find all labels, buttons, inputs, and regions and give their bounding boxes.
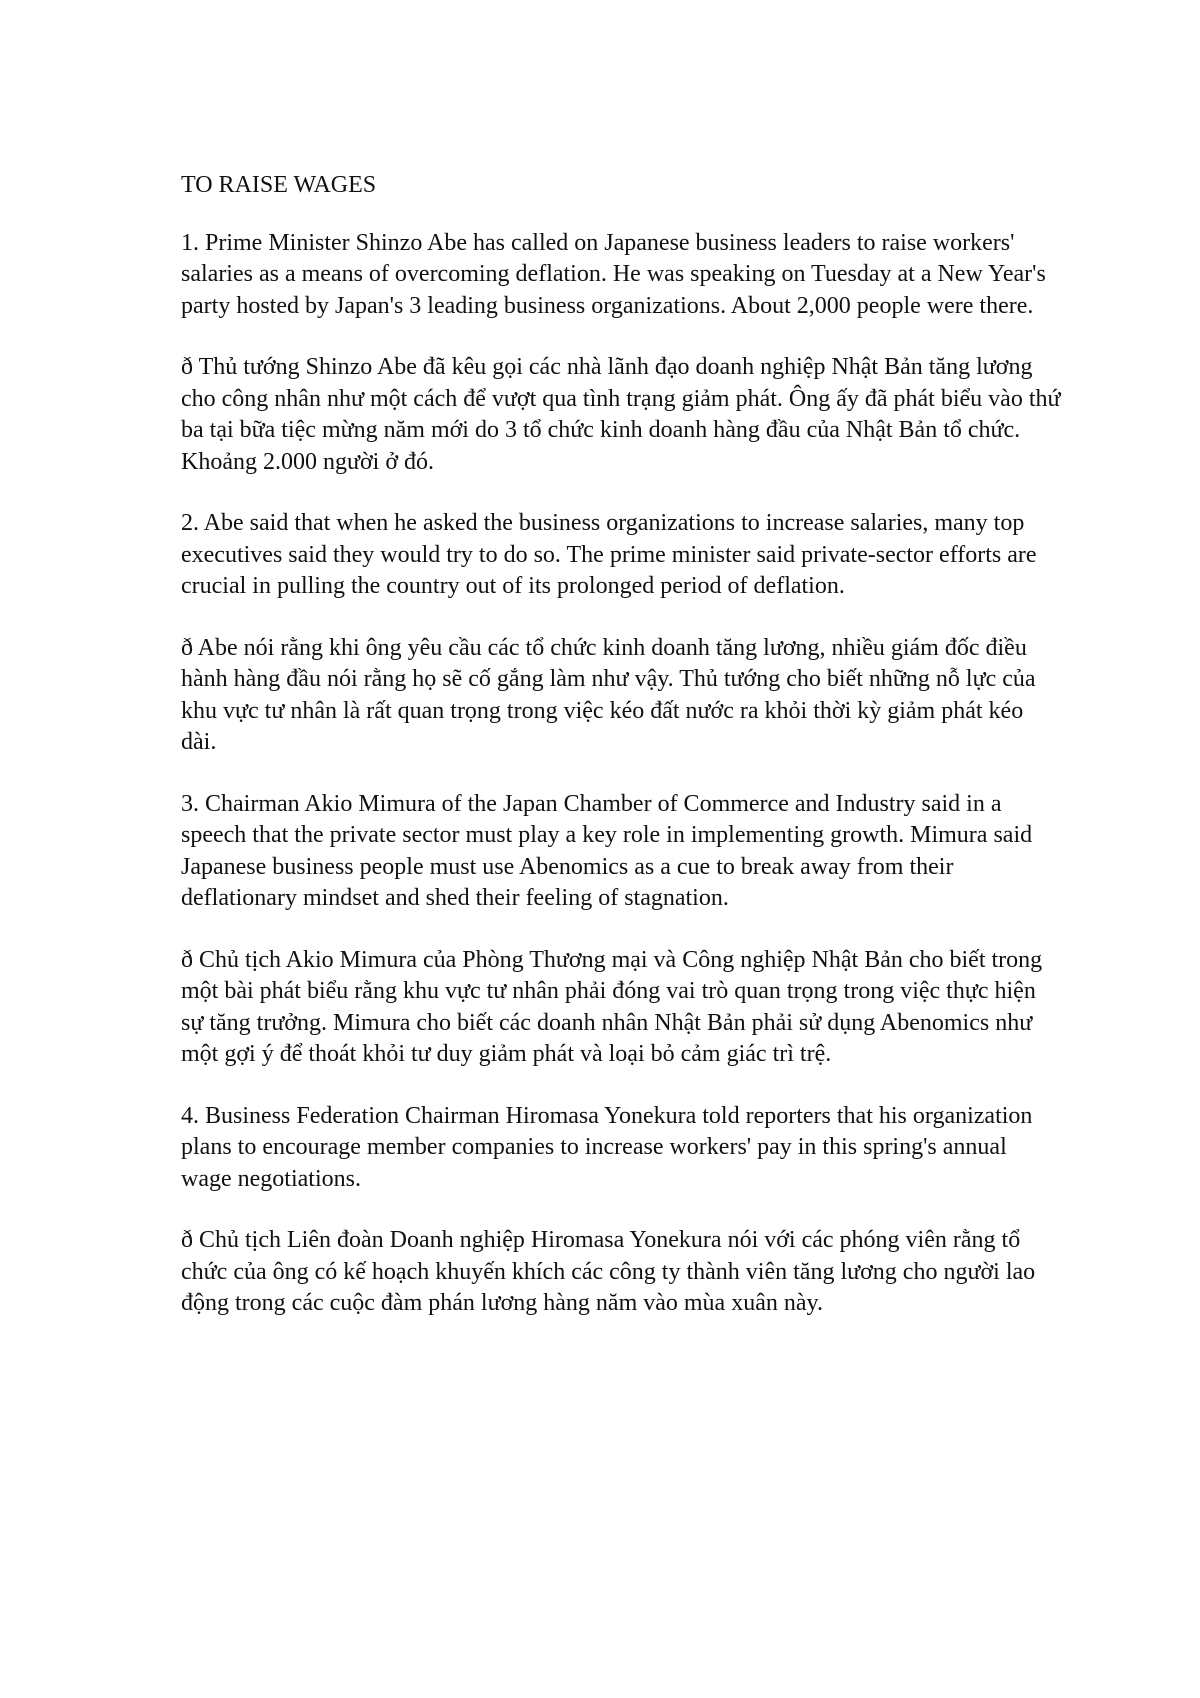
- paragraph-3-vietnamese: ð Chủ tịch Akio Mimura của Phòng Thương mại và Công nghiệp Nhật Bản cho biết trong một bài phát biểu rằng khu vực tư nhân phải đóng vai trò quan trọng trong việc thực hiện sự tăng trưởng. Mimura cho biết các doanh nhân Nhật Bản phải sử dụng Abenomics như một gợi ý để thoát khỏi tư duy giảm phát và loại bỏ cảm giác trì trệ.: [181, 946, 1043, 1067]
- paragraph-4-vietnamese: ð Chủ tịch Liên đoàn Doanh nghiệp Hiromasa Yonekura nói với các phóng viên rằng tổ chức của ông có kế hoạch khuyến khích các công ty thành viên tăng lương cho người lao động trong các cuộc đàm phán lương hàng năm vào mùa xuân này.: [181, 1227, 1036, 1316]
- paragraph-4-english: 4. Business Federation Chairman Hiromasa Yonekura told reporters that his organization plans to encourage member companies to increase workers' pay in this spring's annual wage negotiations.: [181, 1102, 1033, 1192]
- paragraph-2-english: 2. Abe said that when he asked the business organizations to increase salaries, many top executives said they would try to do so. The prime minister said private-sector efforts are crucial in pulling the country out of its prolonged period of deflation.: [181, 510, 1037, 599]
- paragraph-3-english: 3. Chairman Akio Mimura of the Japan Chamber of Commerce and Industry said in a speech that the private sector must play a key role in implementing growth. Mimura said Japanese business people must use Abenomics as a cue to break away from their deflationary mindset and shed their feeling of stagnation.: [181, 790, 1033, 911]
- paragraph-2-vietnamese: ð Abe nói rằng khi ông yêu cầu các tổ chức kinh doanh tăng lương, nhiều giám đốc điều hành hàng đầu nói rằng họ sẽ cố gắng làm như vậy. Thủ tướng cho biết những nỗ lực của khu vực tư nhân là rất quan trọng trong việc kéo đất nước ra khỏi thời kỳ giảm phát kéo dài.: [181, 634, 1036, 755]
- document-title: TO RAISE WAGES: [181, 172, 377, 198]
- document-page: [181, 170, 1061, 1350]
- paragraph-1-english: 1. Prime Minister Shinzo Abe has called on Japanese business leaders to raise workers' salaries as a means of overcoming deflation. He was speaking on Tuesday at a New Year's party hosted by Japan's 3 leading business organizations. About 2,000 people were there.: [181, 229, 1046, 319]
- paragraph-1-vietnamese: ð Thủ tướng Shinzo Abe đã kêu gọi các nhà lãnh đạo doanh nghiệp Nhật Bản tăng lương cho công nhân như một cách để vượt qua tình trạng giảm phát. Ông ấy đã phát biểu vào thứ ba tại bữa tiệc mừng năm mới do 3 tổ chức kinh doanh hàng đầu của Nhật Bản tổ chức. Khoảng 2.000 người ở đó.: [181, 354, 1061, 475]
